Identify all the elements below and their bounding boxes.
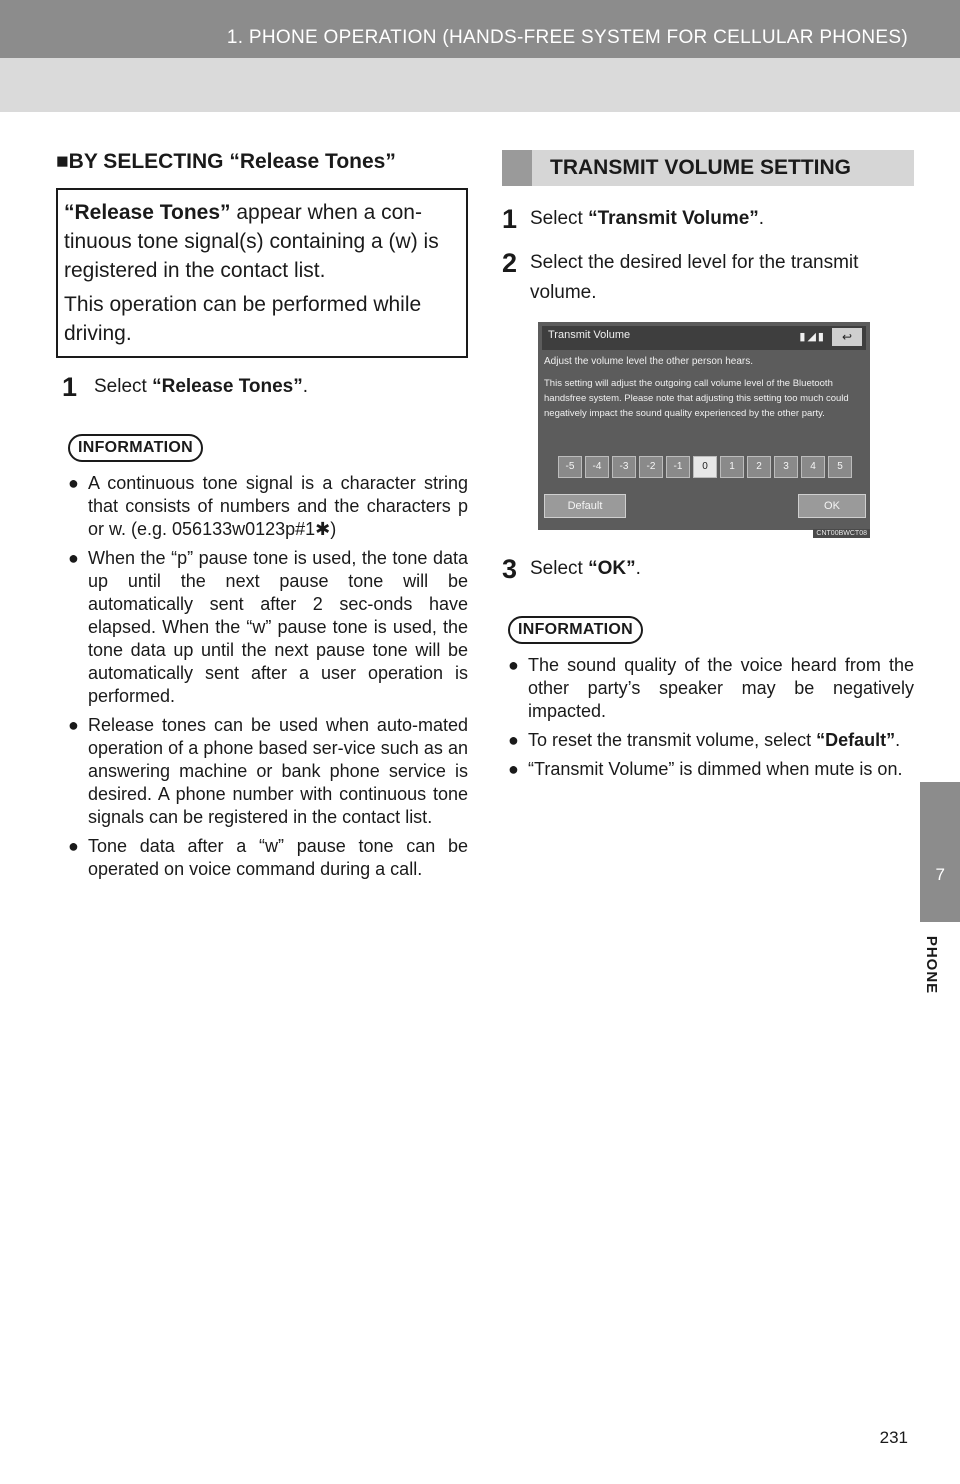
- bullet-icon: ●: [68, 548, 79, 568]
- screen-title-bar: [542, 326, 866, 350]
- back-icon[interactable]: ↩: [832, 328, 862, 346]
- step-target: “Release Tones”: [152, 376, 303, 397]
- list-item: ● A continuous tone signal is a character string that consists of numbers and the characters p or w. (e.g. 056133w0123p#1✱): [68, 473, 468, 539]
- information-list: [502, 654, 914, 781]
- image-code: CNT00BWCT08: [813, 529, 870, 538]
- volume-level-button[interactable]: -5: [558, 456, 582, 478]
- bullet-icon: ●: [508, 655, 519, 675]
- list-item: ● The sound quality of the voice heard from the other party’s speaker may be negatively impacted.: [508, 655, 914, 721]
- bullet-icon: ●: [508, 759, 519, 779]
- right-column: [502, 150, 914, 787]
- step-target: “Transmit Volume”: [588, 208, 759, 229]
- volume-level-button[interactable]: -1: [666, 456, 690, 478]
- step-3: 3 Select “OK”.: [502, 554, 641, 584]
- chapter-title: 1. PHONE OPERATION (HANDS-FREE SYSTEM FOR CELLULAR PHONES): [226, 27, 908, 48]
- page-number: 231: [879, 1428, 908, 1447]
- screen-description: This setting will adjust the outgoing call volume level of the Bluetooth handsfree system. Please note that adjusting this setting too much could negatively impact the sound quality experienced by the other party.: [544, 378, 849, 419]
- volume-level-selector: [558, 456, 852, 478]
- volume-level-button[interactable]: -3: [612, 456, 636, 478]
- note-text: appear when a con-tinuous tone signal(s) containing a (w) is registered in the contact list.: [64, 201, 439, 282]
- chapter-number: 7: [935, 865, 945, 884]
- bullet-icon: ●: [68, 715, 79, 735]
- list-item: ● Release tones can be used when auto-mated operation of a phone based ser-vice such as an answering machine or bank phone service is desired. A phone number with continuous tone signals can be registered in the contact list.: [68, 715, 468, 827]
- section-title: ■BY SELECTING “Release Tones”: [56, 150, 396, 173]
- bullet-icon: ●: [68, 473, 79, 493]
- information-label: INFORMATION: [508, 616, 643, 644]
- note-bold: “Release Tones”: [64, 201, 231, 224]
- chapter-tab: [920, 782, 960, 922]
- header-band: [0, 0, 960, 112]
- signal-battery-icon: ▮◢▮: [799, 331, 826, 343]
- screen-title: Transmit Volume: [548, 329, 631, 341]
- transmit-volume-screen: [538, 322, 870, 537]
- step-number: 2: [502, 248, 518, 278]
- list-item: ● To reset the transmit volume, select “Default”.: [508, 730, 901, 750]
- volume-level-button[interactable]: 2: [747, 456, 771, 478]
- volume-level-button[interactable]: 0: [693, 456, 717, 478]
- volume-level-button[interactable]: 1: [720, 456, 744, 478]
- volume-level-button[interactable]: -4: [585, 456, 609, 478]
- volume-level-button[interactable]: 4: [801, 456, 825, 478]
- volume-level-button[interactable]: 5: [828, 456, 852, 478]
- note-box: [56, 188, 468, 358]
- section-heading: [502, 150, 914, 186]
- ok-button[interactable]: OK: [798, 494, 866, 518]
- step-number: 1: [62, 372, 78, 402]
- left-column: [56, 150, 468, 887]
- heading-tab: [502, 150, 532, 186]
- step-number: 1: [502, 204, 518, 234]
- bullet-icon: ●: [68, 836, 79, 856]
- step-number: 3: [502, 554, 518, 584]
- note-text-2: This operation can be performed while driving.: [64, 293, 422, 345]
- bullet-icon: ●: [508, 730, 519, 750]
- screen-message: Adjust the volume level the other person hears.: [544, 356, 754, 367]
- list-item: ● Tone data after a “w” pause tone can be operated on voice command during a call.: [68, 836, 468, 879]
- information-label: INFORMATION: [68, 434, 203, 462]
- heading-text: TRANSMIT VOLUME SETTING: [550, 156, 851, 179]
- step-1: 1 Select “Transmit Volume”.: [502, 204, 765, 234]
- default-button[interactable]: Default: [544, 494, 626, 518]
- information-list: [56, 472, 468, 881]
- volume-level-button[interactable]: 3: [774, 456, 798, 478]
- step-target: “OK”: [588, 558, 636, 579]
- volume-level-button[interactable]: -2: [639, 456, 663, 478]
- step-2: 2 Select the desired level for the transmit volume.: [502, 248, 859, 303]
- list-item: ● “Transmit Volume” is dimmed when mute is on.: [508, 759, 903, 779]
- step-1: 1 Select “Release Tones”.: [56, 372, 468, 402]
- list-item: ● When the “p” pause tone is used, the tone data up until the next pause tone will be automatically sent after 2 sec-onds have elapsed. When the “w” pause tone is used, the tone data up until the next pause tone will be automatically sent after a user operation is performed.: [68, 548, 468, 706]
